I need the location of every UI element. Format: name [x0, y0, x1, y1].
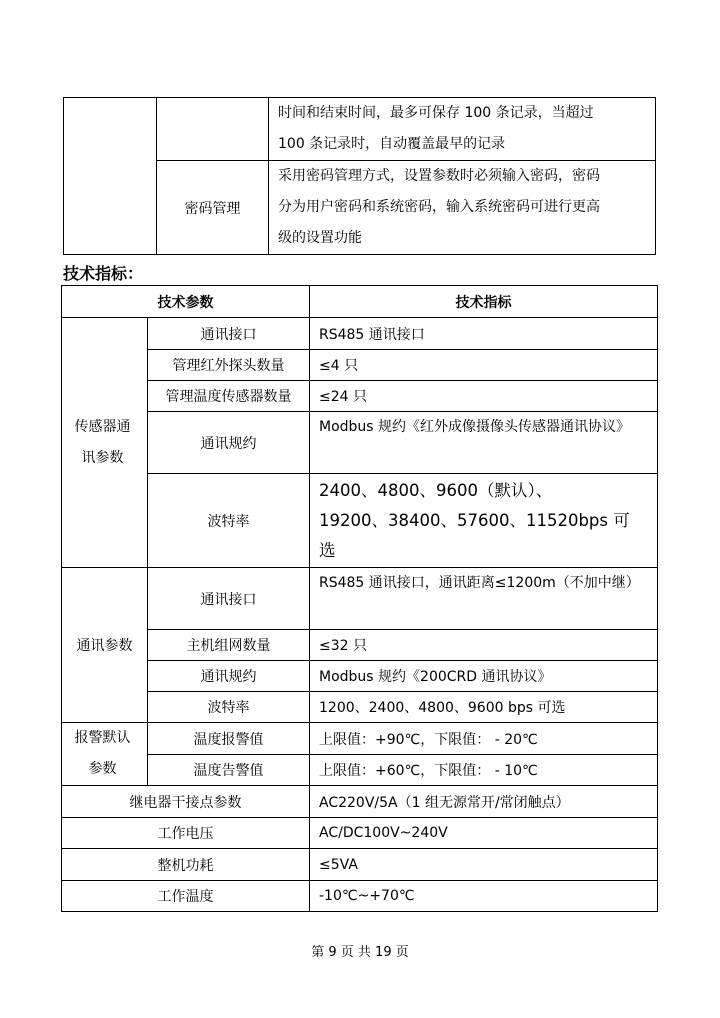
param-value: ≤4 只 [310, 350, 658, 381]
feature-description [269, 98, 656, 161]
table-row [62, 318, 658, 350]
group-label: 通讯参数 [62, 568, 148, 723]
param-value: RS485 通讯接口 [310, 318, 658, 350]
param-name: 通讯接口 [148, 568, 310, 630]
text-line: 传感器通 [74, 418, 131, 435]
group-label [62, 318, 148, 568]
param-name: 管理温度传感器数量 [148, 381, 310, 412]
text-line: 报警默认 [74, 730, 131, 746]
param-name: 主机组网数量 [148, 630, 310, 661]
group-label [62, 723, 148, 786]
param-value [310, 474, 658, 568]
param-name: 通讯接口 [148, 318, 310, 350]
param-name: 管理红外探头数量 [148, 350, 310, 381]
table-row [62, 849, 658, 881]
text-line: 级的设置功能 [278, 230, 362, 246]
param-name: 继电器干接点参数 [62, 786, 310, 818]
param-name: 工作电压 [62, 818, 310, 849]
text-line: 选 [319, 540, 336, 560]
text-line: 100 条记录时，自动覆盖最早的记录 [278, 136, 506, 152]
table-row [62, 350, 658, 381]
table-row [62, 661, 658, 692]
section-heading: 技术指标： [63, 264, 144, 283]
param-value: ≤32 只 [310, 630, 658, 661]
param-name: 工作温度 [62, 881, 310, 912]
table-row [62, 630, 658, 661]
text-line: 分为用户密码和系统密码，输入系统密码可进行更高 [278, 199, 600, 215]
param-value: AC220V/5A（1 组无源常开/常闭触点） [310, 786, 658, 818]
param-value: ≤24 只 [310, 381, 658, 412]
param-name: 温度告警值 [148, 755, 310, 786]
param-value: Modbus 规约《红外成像摄像头传感器通讯协议》 [310, 412, 658, 474]
table-row [62, 692, 658, 723]
text-line: 采用密码管理方式，设置参数时必须输入密码，密码 [278, 168, 600, 184]
table-row [62, 755, 658, 786]
table-row [62, 881, 658, 912]
page-number: 第 9 页 共 19 页 [311, 945, 409, 960]
param-value: -10℃~+70℃ [310, 881, 658, 912]
param-name: 温度报警值 [148, 723, 310, 755]
param-name: 波特率 [148, 692, 310, 723]
param-name: 通讯规约 [148, 412, 310, 474]
param-value: 上限值：+60℃，下限值： - 10℃ [310, 755, 658, 786]
table-row [62, 381, 658, 412]
feature-label: 密码管理 [157, 161, 269, 255]
table-row [64, 98, 656, 161]
text-line: 讯参数 [81, 449, 124, 466]
text-line: 2400、4800、9600（默认）、 [319, 480, 553, 500]
text-line: 19200、38400、57600、11520bps 可 [319, 510, 630, 530]
param-name: 波特率 [148, 474, 310, 568]
param-value: Modbus 规约《200CRD 通讯协议》 [310, 661, 658, 692]
table-row [62, 568, 658, 630]
header-param: 技术参数 [62, 286, 310, 318]
param-value: 1200、2400、4800、9600 bps 可选 [310, 692, 658, 723]
table-row [62, 412, 658, 474]
table-row [62, 786, 658, 818]
feature-description [269, 161, 656, 255]
text-line: 时间和结束时间，最多可保存 100 条记录，当超过 [278, 105, 594, 121]
function-table [63, 97, 656, 255]
param-name: 通讯规约 [148, 661, 310, 692]
param-name: 整机功耗 [62, 849, 310, 881]
table-header-row [62, 286, 658, 318]
category-cell [64, 98, 157, 255]
table-row [62, 818, 658, 849]
param-value: RS485 通讯接口，通讯距离≤1200m（不加中继） [310, 568, 658, 630]
table-row [62, 474, 658, 568]
feature-cell [157, 98, 269, 161]
param-value: 上限值：+90℃，下限值： - 20℃ [310, 723, 658, 755]
param-value: ≤5VA [310, 849, 658, 881]
header-spec: 技术指标 [310, 286, 658, 318]
spec-table [61, 285, 658, 912]
param-value: AC/DC100V~240V [310, 818, 658, 849]
text-line: 参数 [88, 761, 117, 777]
table-row [62, 723, 658, 755]
